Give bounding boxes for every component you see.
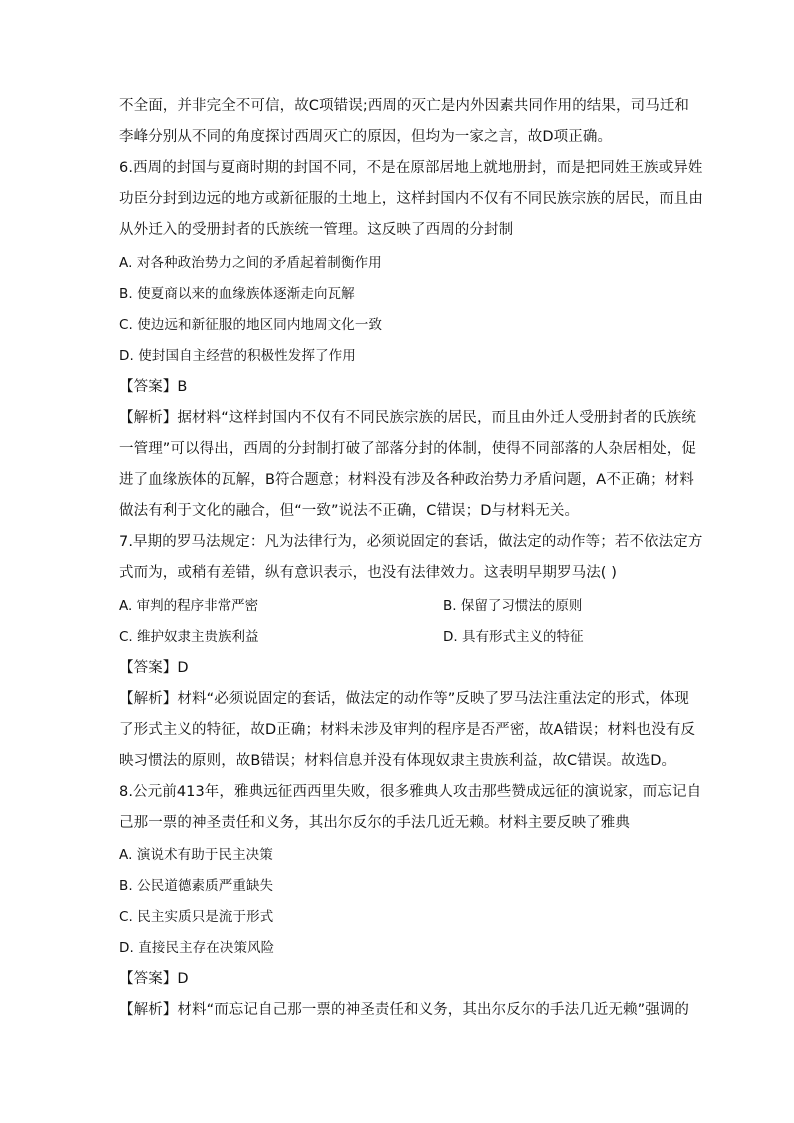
q6-option-a: A. 对各种政治势力之间的矛盾起着制衡作用 (119, 255, 382, 271)
q6-option-b: B. 使夏商以来的血缘族体逐渐走向瓦解 (119, 286, 355, 302)
q6-analysis-line-2: 一管理”可以得出，西周的分封制打破了部落分封的体制，使得不同部落的人杂居相处，促 (119, 441, 697, 457)
q6-answer: 【答案】B (119, 379, 188, 395)
q8-option-d: D. 直接民主存在决策风险 (119, 940, 275, 956)
q8-stem-line-1: 8.公元前413年，雅典远征西西里失败，很多雅典人攻击那些赞成远征的演说家，而忘记自 (119, 784, 702, 800)
q6-analysis-line-1: 【解析】据材料“这样封国内不仅有不同民族宗族的居民，而且由外迁人受册封者的氏族统 (119, 410, 697, 426)
q7-answer: 【答案】D (119, 660, 189, 676)
intro-line-2: 李峰分别从不同的角度探讨西周灭亡的原因，但均为一家之言，故D项正确。 (119, 129, 613, 145)
q6-stem-line-2: 功臣分封到边远的地方或新征服的土地上，这样封国内不仅有不同民族宗族的居民，而且由 (119, 191, 703, 207)
q8-stem-line-2: 己那一票的神圣责任和义务，其出尔反尔的手法几近无赖。材料主要反映了雅典 (119, 815, 630, 831)
q6-analysis-line-3: 进了血缘族体的瓦解，B符合题意；材料没有涉及各种政治势力矛盾问题，A不正确；材料 (119, 472, 694, 488)
q7-analysis-line-2: 了形式主义的特征，故D正确；材料未涉及审判的程序是否严密，故A错误；材料也没有反 (119, 722, 696, 738)
q7-analysis-line-3: 映习惯法的原则，故B错误；材料信息并没有体现奴隶主贵族利益，故C错误。故选D。 (119, 753, 677, 769)
q8-option-c: C. 民主实质只是流于形式 (119, 909, 274, 925)
q7-stem-line-1: 7.早期的罗马法规定：凡为法律行为，必须说固定的套话，做法定的动作等；若不依法定方 (119, 534, 703, 550)
q6-analysis-line-4: 做法有利于文化的融合，但“一致”说法不正确，C错误；D与材料无关。 (119, 503, 580, 519)
intro-line-1: 不全面，并非完全不可信，故C项错误;西周的灭亡是内外因素共同作用的结果，司马迁和 (119, 98, 690, 114)
q6-stem-line-3: 从外迁入的受册封者的氏族统一管理。这反映了西周的分封制 (119, 222, 514, 238)
q8-option-b: B. 公民道德素质严重缺失 (119, 878, 274, 894)
q7-analysis-line-1: 【解析】材料“必须说固定的套话，做法定的动作等”反映了罗马法注重法定的形式，体现 (119, 691, 690, 707)
q6-option-d: D. 使封国自主经营的积极性发挥了作用 (119, 348, 356, 364)
q6-stem-line-1: 6.西周的封国与夏商时期的封国不同，不是在原部居地上就地册封，而是把同姓王族或异姓 (119, 160, 703, 176)
q7-option-c: C. 维护奴隶主贵族利益 (119, 629, 259, 645)
q8-answer: 【答案】D (119, 971, 189, 987)
q7-stem-line-2: 式而为，或稍有差错，纵有意识表示，也没有法律效力。这表明早期罗马法( ) (119, 565, 618, 581)
q6-option-c: C. 使边远和新征服的地区同内地周文化一致 (119, 317, 383, 333)
q7-option-b: B. 保留了习惯法的原则 (443, 598, 583, 614)
q7-option-a: A. 审判的程序非常严密 (119, 598, 259, 614)
q8-analysis-line-1: 【解析】材料“而忘记自己那一票的神圣责任和义务，其出尔反尔的手法几近无赖”强调的 (119, 1002, 690, 1018)
q8-option-a: A. 演说术有助于民主决策 (119, 847, 273, 863)
q7-option-d: D. 具有形式主义的特征 (443, 629, 584, 645)
